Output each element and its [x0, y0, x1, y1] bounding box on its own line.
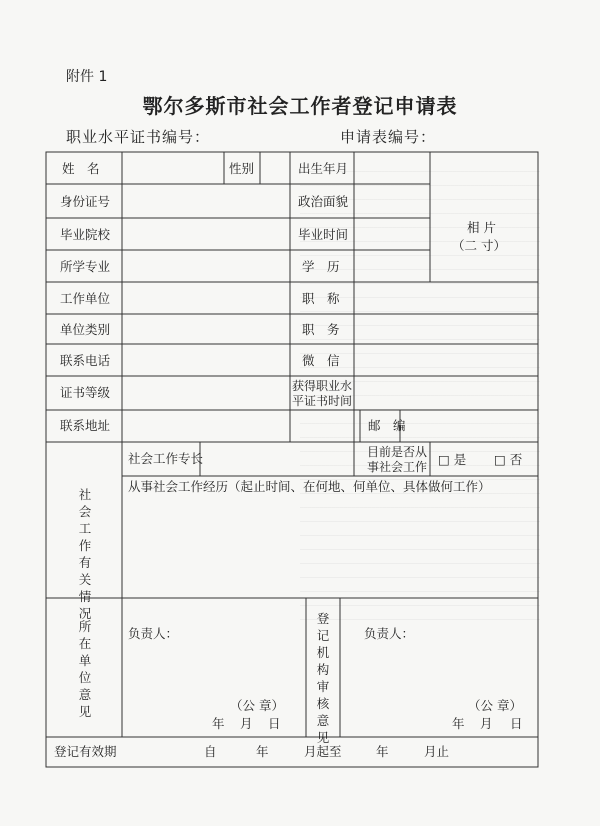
birth-date-label: 出生年月: [298, 161, 349, 176]
unit-type-label: 单位类别: [60, 322, 111, 337]
unit-responsible-label: 负责人：: [128, 626, 179, 641]
validity-year-start: 年: [256, 744, 269, 759]
yes-checkbox[interactable]: □ 是: [438, 452, 467, 467]
cert-level-label: 证书等级: [60, 385, 111, 400]
registry-date-month: 月: [480, 716, 493, 731]
postcode-label: 邮 编: [368, 418, 406, 433]
education-label: 学 历: [302, 259, 340, 274]
name-label: 姓 名: [62, 161, 100, 176]
phone-label: 联系电话: [60, 353, 111, 368]
experience-label: 从事社会工作经历（起止时间、在何地、何单位、具体做何工作）: [128, 479, 491, 494]
validity-year-end: 年: [376, 744, 389, 759]
political-status-label: 政治面貌: [298, 194, 349, 209]
no-checkbox[interactable]: □ 否: [494, 452, 523, 467]
unit-date-year: 年: [212, 716, 225, 731]
position-label: 职 务: [302, 322, 340, 337]
school-label: 毕业院校: [60, 227, 111, 242]
cert-time-label-line1: 获得职业水: [292, 379, 353, 393]
address-label: 联系地址: [60, 418, 111, 433]
validity-month-start: 月起至: [304, 744, 342, 759]
id-number-label: 身份证号: [60, 194, 111, 209]
registry-responsible-label: 负责人：: [364, 626, 415, 641]
attachment-label: 附件 1: [66, 69, 108, 85]
unit-date-day: 日: [268, 716, 281, 731]
unit-date-month: 月: [240, 716, 253, 731]
registry-opinion-label: 登记机构审核意见: [316, 611, 330, 745]
wechat-label: 微 信: [302, 353, 340, 368]
unit-seal-label: （公 章）: [230, 698, 284, 713]
unit-opinion-label: 所在单位意见: [78, 619, 92, 719]
current-work-label-line1: 目前是否从: [367, 445, 428, 459]
graduation-time-label: 毕业时间: [298, 227, 349, 242]
gender-label: 性别: [229, 161, 255, 176]
cert-time-label-line2: 平证书时间: [292, 394, 353, 408]
social-work-section-label: 社会工作有关情况: [78, 487, 92, 621]
registry-seal-label: （公 章）: [468, 698, 522, 713]
photo-label: 相 片: [467, 220, 496, 235]
registry-date-year: 年: [452, 716, 465, 731]
photo-size-label: （二 寸）: [452, 238, 506, 253]
registry-date-day: 日: [510, 716, 523, 731]
form-title: 鄂尔多斯市社会工作者登记申请表: [142, 94, 458, 118]
professional-title-label: 职 称: [302, 291, 340, 306]
cert-number-label: 职业水平证书编号：: [66, 128, 211, 146]
employer-label: 工作单位: [60, 291, 111, 306]
major-label: 所学专业: [60, 259, 111, 274]
validity-label: 登记有效期: [54, 744, 117, 759]
validity-month-end: 月止: [424, 744, 450, 759]
specialty-label: 社会工作专长: [128, 451, 204, 466]
validity-from: 自: [204, 744, 217, 759]
current-work-label-line2: 事社会工作: [367, 460, 428, 474]
application-number-label: 申请表编号：: [340, 128, 437, 146]
